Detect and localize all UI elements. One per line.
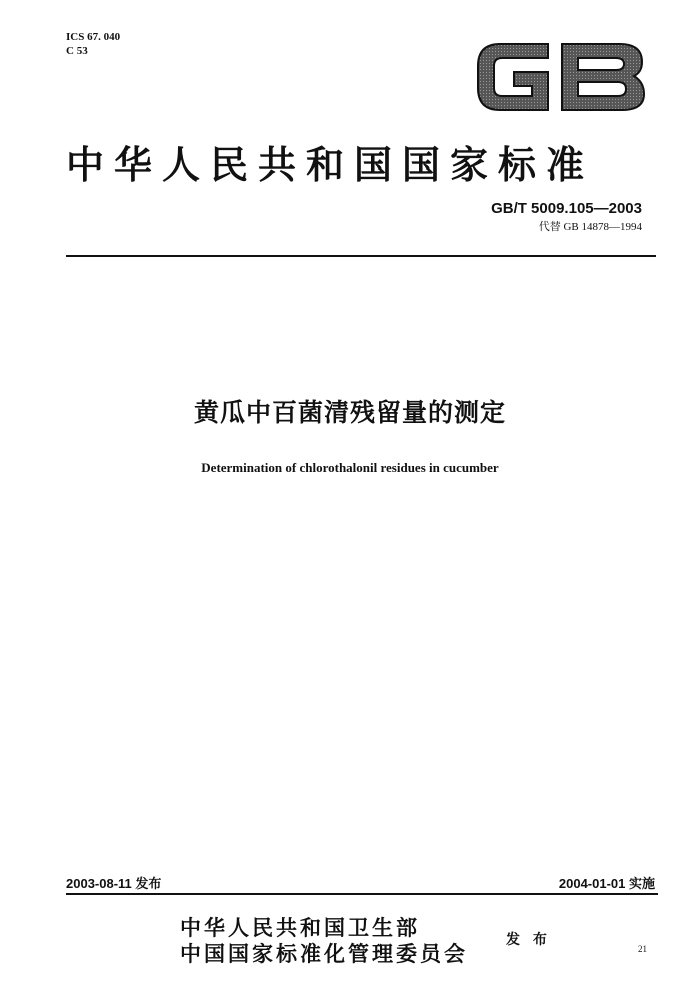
page-number: 21 <box>638 944 647 954</box>
issuing-authorities <box>180 915 468 967</box>
issuer-ministry-of-health: 中华人民共和国卫生部 <box>180 915 420 940</box>
ics-code: ICS 67. 040 <box>66 31 121 43</box>
classification-codes <box>66 30 120 58</box>
issue-label: 发 布 <box>506 932 551 948</box>
bottom-divider <box>66 893 658 895</box>
issue-date: 2003-08-11 发布 <box>66 876 162 891</box>
national-standard-title: 中华人民共和国国家标准 <box>66 142 595 187</box>
standard-number-block <box>491 200 642 234</box>
implementation-date: 2004-01-01 实施 <box>558 876 655 891</box>
top-divider <box>66 255 656 257</box>
issuer-standardization-administration: 中国国家标准化管理委员会 <box>180 941 468 966</box>
standard-title-chinese: 黄瓜中百菌清残留量的测定 <box>193 398 506 427</box>
standard-number: GB/T 5009.105—2003 <box>491 200 642 217</box>
ccs-code: C 53 <box>66 45 88 57</box>
standard-title-english: Determination of chlorothalonil residues in cucumber <box>201 460 499 475</box>
gb-logo-icon <box>470 38 650 116</box>
replaces-standard: 代替 GB 14878—1994 <box>538 221 642 233</box>
